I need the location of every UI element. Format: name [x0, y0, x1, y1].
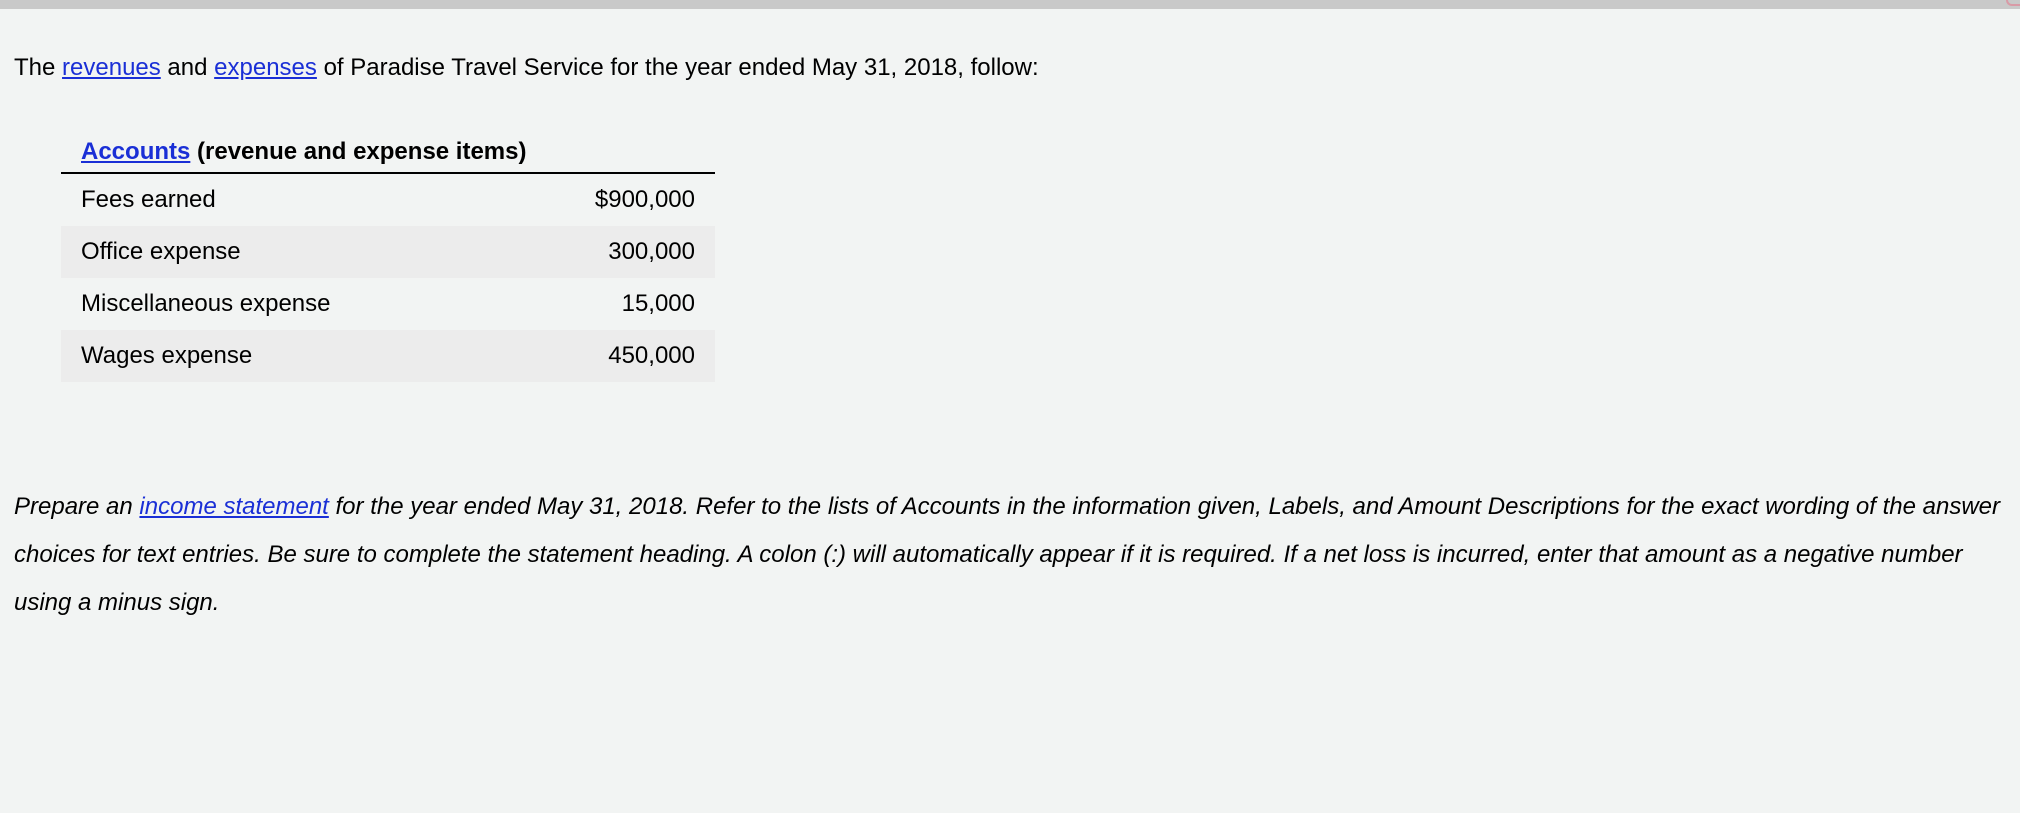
account-name: Fees earned: [81, 186, 216, 213]
account-amount: 15,000: [621, 290, 695, 317]
income-statement-link[interactable]: income statement: [139, 493, 329, 520]
intro-prefix: The: [14, 54, 63, 81]
expenses-link[interactable]: expenses: [214, 54, 317, 81]
account-amount: 450,000: [502, 330, 715, 382]
account-name: Office expense: [61, 226, 502, 278]
account-name: Wages expense: [61, 330, 502, 382]
table-row: [61, 226, 715, 278]
table-row: [61, 173, 715, 226]
revenues-link[interactable]: revenues: [62, 54, 161, 81]
intro-text: [14, 52, 1039, 84]
instructions-suffix: for the year ended May 31, 2018. Refer to the lists of Accounts in the information given, Labels, and Amount Descriptions for the exact wording of the answer choices for text entries. Be sure to complete the statement heading. A colon (:) will automatically appear if it is required. If a net loss is incurred, enter that amount as a negative number using a minus sign.: [14, 493, 2000, 616]
table-header-row: [61, 132, 715, 173]
table-row: [61, 278, 715, 330]
intro-suffix: of Paradise Travel Service for the year ended May 31, 2018, follow:: [316, 54, 1039, 81]
account-amount: 300,000: [502, 226, 715, 278]
accounts-table: [61, 132, 715, 382]
account-name: Miscellaneous expense: [81, 290, 331, 317]
accounts-link[interactable]: Accounts: [81, 138, 191, 165]
table-header-text: (revenue and expense items): [190, 138, 527, 165]
instructions-text: [14, 483, 2004, 627]
table-row: [61, 330, 715, 382]
top-bar: [0, 0, 2020, 9]
account-amount: $900,000: [594, 186, 695, 213]
intro-and: and: [160, 54, 215, 81]
window-corner-accent: [2006, 0, 2020, 6]
instructions-prefix: Prepare an: [14, 493, 140, 520]
table-header: [61, 132, 715, 173]
